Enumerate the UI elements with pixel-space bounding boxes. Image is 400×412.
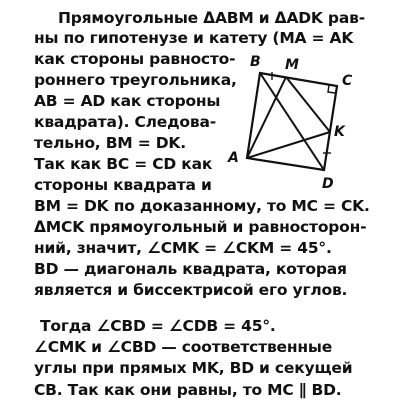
text-line-9: стороны квадрата и	[34, 176, 212, 194]
figure-svg	[226, 50, 358, 196]
segment-ak	[247, 132, 330, 158]
text-line-16: ∠CMK и ∠CBD — соответственные	[34, 338, 333, 356]
text-line-8: Так как BC = CD как	[34, 155, 213, 173]
label-k: K	[334, 124, 345, 140]
geometry-figure	[226, 50, 358, 196]
text-line-2: ны по гипотенузе и катету (MA = AK	[34, 29, 354, 47]
text-line-12: ний, значит, ∠CMK = ∠CKM = 45°.	[34, 239, 332, 257]
label-c: C	[342, 73, 353, 89]
text-line-13: BD — диагональ квадрата, которая	[34, 260, 347, 278]
diagonal-bd	[260, 73, 324, 170]
text-line-15: Тогда ∠CBD = ∠CDB = 45°.	[40, 317, 276, 335]
label-a: A	[228, 150, 239, 166]
text-line-5: AB = AD как стороны	[34, 92, 221, 110]
text-line-7: тельно, BM = DK.	[34, 134, 186, 152]
text-line-4: роннего треугольника,	[34, 71, 237, 89]
label-b: B	[250, 54, 261, 70]
text-line-18: CB. Так как они равны, то MC ∥ BD.	[34, 381, 342, 399]
text-line-14: является и биссектрисой его углов.	[34, 281, 348, 299]
text-line-3: как стороны равносто-	[34, 50, 236, 68]
text-line-6: квадрата). Следова-	[34, 113, 216, 131]
label-d: D	[322, 176, 334, 192]
text-line-11: ΔMCK прямоугольный и равносторон-	[34, 218, 367, 236]
text-line-10: BM = DK по доказанному, то MC = CK.	[34, 197, 370, 215]
label-m: M	[285, 57, 299, 73]
text-line-1: Прямоугольные ΔABM и ΔADK рав-	[58, 9, 365, 27]
text-line-17: углы при прямых MK, BD и секущей	[34, 359, 353, 377]
